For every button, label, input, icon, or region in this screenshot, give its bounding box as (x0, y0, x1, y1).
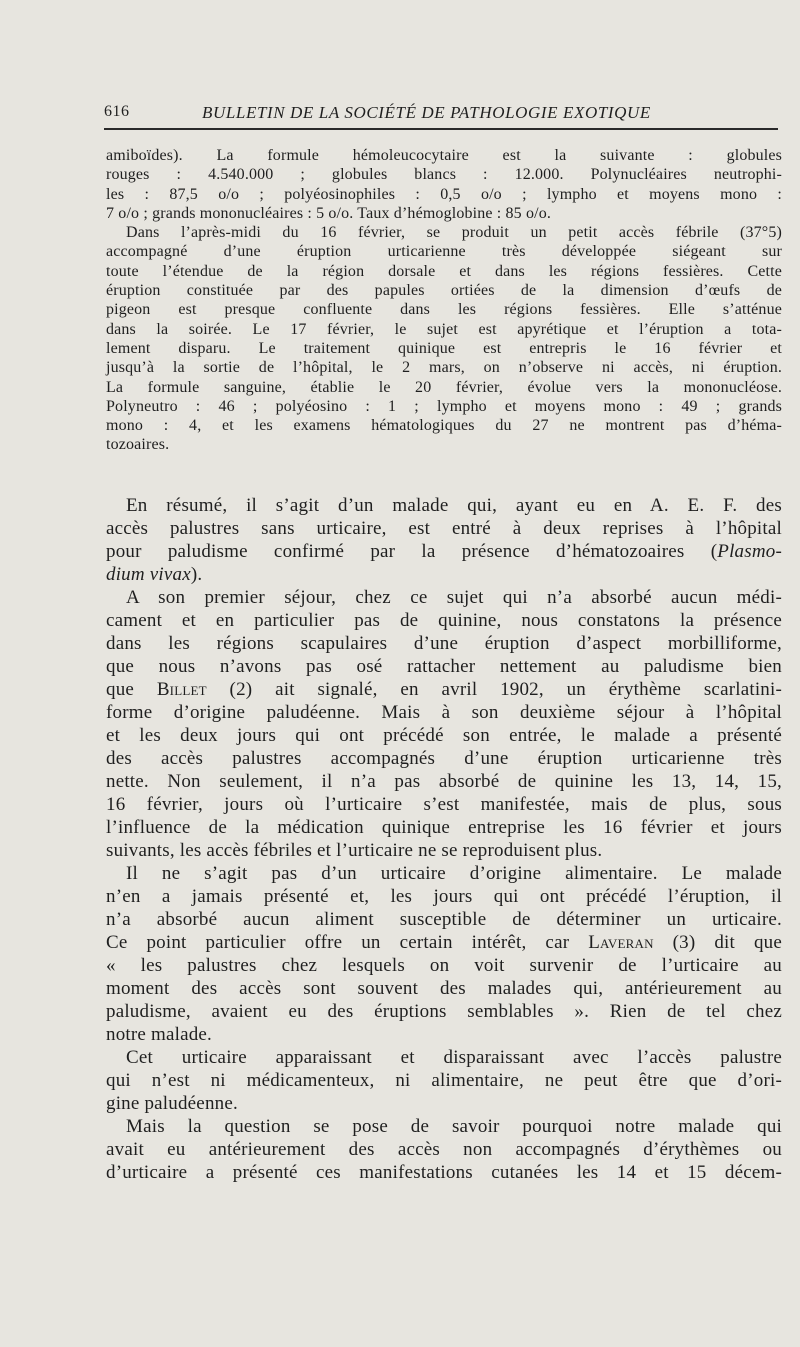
observation-paragraph (106, 146, 782, 455)
paragraph-line: cament et en particulier pas de quinine, nous constatons la présence (106, 610, 782, 631)
observation-line: dans la soirée. Le 17 février, le sujet est apyrétique et l’éruption a tota- (106, 320, 782, 338)
paragraph-line: A son premier séjour, chez ce sujet qui n’a absorbé aucun médi- (126, 587, 782, 608)
paragraph-line: l’influence de la médication quinique entreprise les 16 février et jours (106, 817, 782, 838)
observation-line: mono : 4, et les examens hématologiques du 27 ne montrent pas d’héma- (106, 417, 782, 435)
paragraph-line: moment des accès sont souvent des malades qui, antérieurement au (106, 978, 782, 999)
summary-text: ). (190, 564, 203, 585)
author-name: Laveran (588, 932, 654, 953)
paragraph-line: d’urticaire a présenté ces manifestations cutanées les 14 et 15 décem- (106, 1162, 782, 1183)
paragraph-line: paludisme, avaient eu des éruptions semblables ». Rien de tel chez (106, 1001, 782, 1022)
observation-line: amiboïdes). La formule hémoleucocytaire est la suivante : globules (106, 147, 782, 164)
line-text: (2) ait signalé, en avril 1902, un érythème scarlatini- (206, 679, 783, 700)
observation-line: lement disparu. Le traitement quinique est entrepris le 16 février et (106, 339, 782, 357)
paragraph-line: suivants, les accès fébriles et l’urticaire ne se reproduisent plus. (106, 840, 603, 861)
summary-line (106, 540, 782, 563)
paragraph-line: n’en a jamais présenté et, les jours qui ont précédé l’éruption, il (106, 886, 782, 907)
paragraph-line: n’a absorbé aucun aliment susceptible de déterminer un urticaire. (106, 909, 782, 930)
species-name: dium vivax (106, 564, 191, 585)
species-name: Plasmo- (717, 541, 782, 562)
summary-text: pour paludisme confirmé par la présence d’hématozoaires ( (106, 541, 718, 562)
paragraph-line: notre malade. (106, 1024, 212, 1045)
paragraph-line: forme d’origine paludéenne. Mais à son deuxième séjour à l’hôpital (106, 702, 782, 723)
line-text: Ce point particulier offre un certain intérêt, car (106, 932, 589, 953)
paragraph-line: que nous n’avons pas osé rattacher nettement au paludisme bien (106, 656, 782, 677)
paragraph-line: qui n’est ni médicamenteux, ni alimentaire, ne peut être que d’ori- (106, 1070, 782, 1091)
main-text (106, 494, 782, 1184)
line-text: que (106, 679, 157, 700)
paragraph-line (106, 931, 782, 954)
page-number: 616 (104, 103, 130, 120)
paragraph-line: « les palustres chez lesquels on voit survenir de l’urticaire au (106, 955, 782, 976)
observation-line: Polyneutro : 46 ; polyéosino : 1 ; lympho et moyens mono : 49 ; grands (106, 397, 782, 415)
paragraph-line: 16 février, jours où l’urticaire s’est manifestée, mais de plus, sous (106, 794, 782, 815)
paragraph-line (106, 678, 782, 701)
paragraph-line: Il ne s’agit pas d’un urticaire d’origine alimentaire. Le malade (126, 863, 782, 884)
summary-line: accès palustres sans urticaire, est entré à deux reprises à l’hôpital (106, 518, 782, 539)
paragraph-line: nette. Non seulement, il n’a pas absorbé de quinine les 13, 14, 15, (106, 771, 782, 792)
paragraph-line: dans les régions scapulaires d’une éruption d’aspect morbilliforme, (106, 633, 782, 654)
observation-line: accompagné d’une éruption urticarienne très développée siégeant sur (106, 243, 782, 261)
summary-line (106, 563, 782, 586)
running-title: BULLETIN DE LA SOCIÉTÉ DE PATHOLOGIE EXOTIQUE (202, 103, 651, 122)
paragraph-line: des accès palustres accompagnés d’une éruption urticarienne très (106, 748, 782, 769)
page-header (104, 103, 780, 129)
author-name: Billet (156, 679, 207, 700)
observation-line: toute l’étendue de la région dorsale et dans les régions fessières. Cette (106, 262, 782, 280)
observation-line: 7 o/o ; grands mononucléaires : 5 o/o. Taux d’hémoglobine : 85 o/o. (106, 204, 552, 222)
paragraph-line: et les deux jours qui ont précédé son entrée, le malade a présenté (106, 725, 782, 746)
observation-line: tozoaires. (106, 436, 170, 454)
observation-line: rouges : 4.540.000 ; globules blancs : 12.000. Polynucléaires neutrophi- (106, 166, 782, 184)
paragraph-line: avait eu antérieurement des accès non accompagnés d’érythèmes ou (106, 1139, 782, 1160)
paragraph-line: Cet urticaire apparaissant et disparaissant avec l’accès palustre (126, 1047, 782, 1068)
paragraph-line: Mais la question se pose de savoir pourquoi notre malade qui (126, 1116, 782, 1137)
summary-line: En résumé, il s’agit d’un malade qui, ayant eu en A. E. F. des (126, 495, 782, 516)
header-rule (104, 128, 778, 130)
observation-line: Dans l’après-midi du 16 février, se produit un petit accès fébrile (37°5) (126, 224, 782, 242)
observation-line: jusqu’à la sortie de l’hôpital, le 2 mars, on n’observe ni accès, ni éruption. (106, 359, 782, 377)
line-text: (3) dit que (653, 932, 782, 953)
observation-line: éruption constituée par des papules ortiées de la dimension d’œufs de (106, 282, 782, 300)
observation-line: pigeon est presque confluente dans les régions fessières. Elle s’atténue (106, 301, 782, 319)
observation-line: les : 87,5 o/o ; polyéosinophiles : 0,5 o/o ; lympho et moyens mono : (106, 185, 782, 203)
observation-line: La formule sanguine, établie le 20 février, évolue vers la mononucléose. (106, 378, 782, 396)
paragraph-line: gine paludéenne. (106, 1093, 238, 1114)
